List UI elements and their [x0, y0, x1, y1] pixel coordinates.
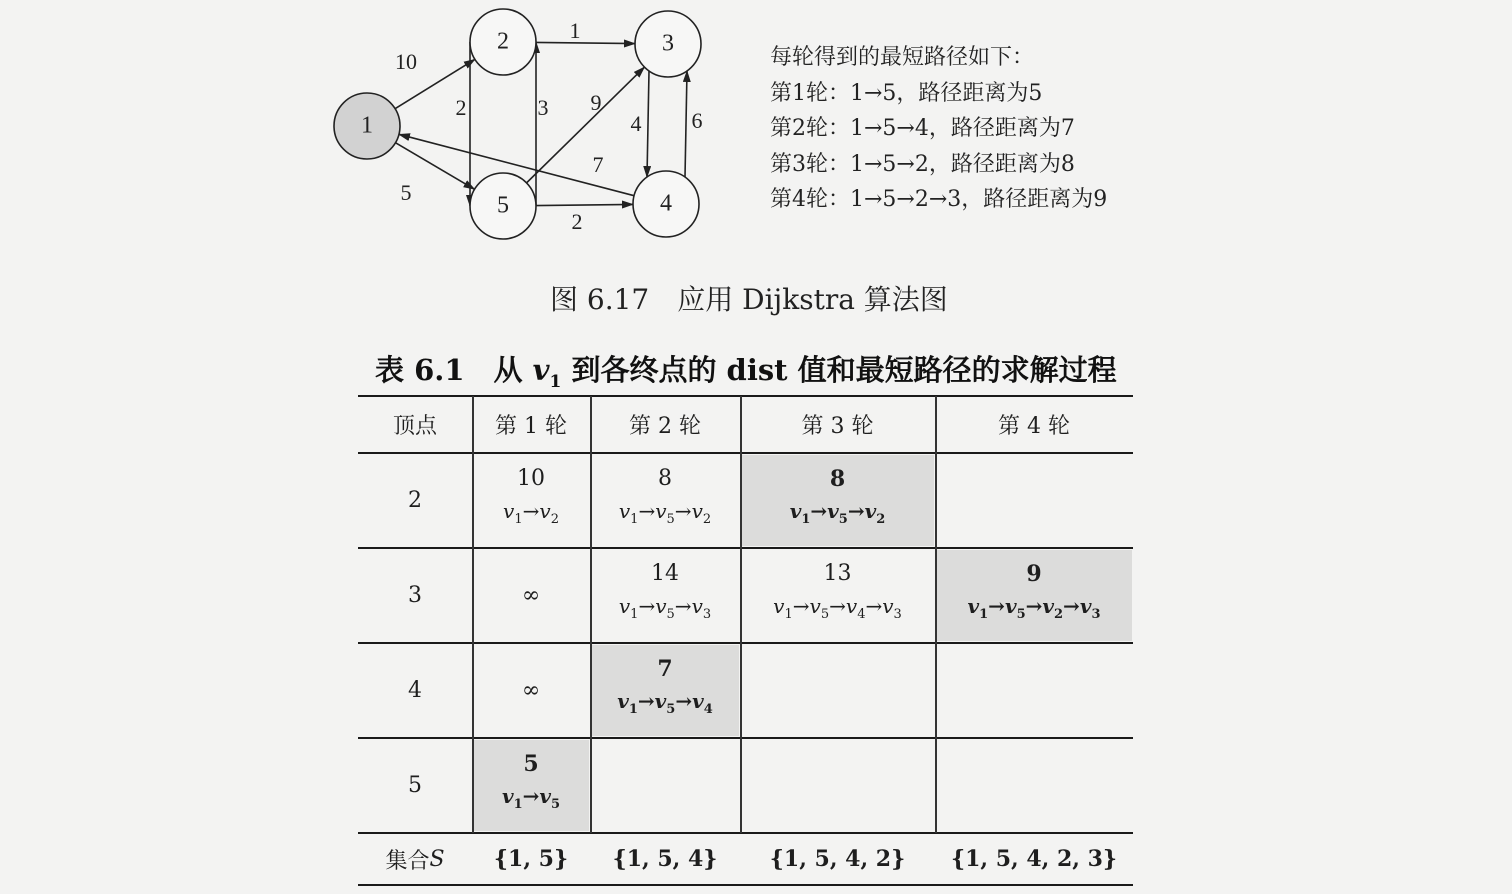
- round-2-text: 第2轮：1→5→4，路径距离为7: [770, 116, 1075, 141]
- dist-cell: [472, 453, 590, 548]
- dist-table: [358, 396, 1133, 885]
- dist-cell: [740, 453, 935, 548]
- path-node-index: 2: [702, 512, 712, 527]
- path-node-index: 1: [784, 607, 793, 622]
- round-3-text: 第3轮：1→5→2，路径距离为8: [770, 151, 1075, 177]
- shortest-path: $v_1\to v_5\to v_2$: [618, 499, 712, 527]
- path-node-index: 1: [801, 512, 811, 527]
- figure-caption: 图 6.17 应用 Dijkstra 算法图: [550, 283, 948, 316]
- node-label-3: 3: [662, 30, 674, 57]
- table-title-sub: 1: [549, 371, 562, 392]
- round-1-text: 第1轮：1→5，路径距离为5: [770, 80, 1043, 106]
- edge-4-3: [685, 71, 687, 177]
- edge-2-3: [536, 42, 635, 43]
- vertex-cell: 4: [408, 678, 422, 703]
- path-node-index: 1: [630, 607, 639, 622]
- path-node-index: 1: [628, 702, 638, 717]
- node-label-4: 4: [660, 190, 672, 217]
- dist-cell: [472, 643, 590, 738]
- set-value-cell: {1, 5, 4, 2, 3}: [950, 846, 1118, 872]
- vertex-cell: 2: [408, 488, 422, 513]
- set-label-text: 集合: [385, 848, 430, 874]
- shortest-path: $v_1\to v_5\to v_4\to v_3$: [773, 594, 902, 622]
- shortest-path: $v_1\to v_5\to v_4$: [617, 689, 713, 717]
- dist-value: 14: [651, 561, 679, 586]
- path-node-index: 5: [551, 797, 561, 812]
- path-node-index: 3: [702, 607, 712, 622]
- path-node-index: 1: [979, 607, 989, 622]
- header-cell: 第 3 轮: [801, 414, 874, 439]
- node-label-1: 1: [361, 112, 373, 139]
- shortest-path: $v_1\to v_5\to v_2$: [789, 499, 886, 527]
- shortest-path: $v_1\to v_5\to v_2\to v_3$: [967, 594, 1101, 622]
- edge-weight-2-5: 2: [455, 95, 467, 121]
- path-node-index: 1: [630, 512, 639, 527]
- round-4-text: 第4轮：1→5→2→3，路径距离为9: [770, 187, 1108, 212]
- set-label-cell: [358, 833, 472, 885]
- dist-value: 13: [823, 561, 852, 586]
- dijkstra-graph: [0, 0, 760, 260]
- path-node-index: 5: [820, 607, 830, 622]
- dist-cell: [935, 548, 1133, 643]
- set-value-cell: {1, 5}: [493, 846, 569, 872]
- vertex-cell: 5: [408, 773, 422, 798]
- dist-cell: [590, 453, 740, 548]
- path-node-index: 1: [514, 512, 523, 527]
- dist-value: 8: [829, 466, 846, 492]
- path-node-index: 3: [893, 607, 902, 622]
- path-node-index: 2: [550, 512, 559, 527]
- shortest-path: $v_1\to v_2$: [503, 499, 559, 527]
- path-node-index: 5: [666, 512, 675, 527]
- table-title-var: v: [532, 353, 550, 387]
- shortest-path: $v_1\to v_5\to v_3$: [618, 594, 712, 622]
- dist-cell: [472, 738, 590, 833]
- edge-3-4: [647, 71, 649, 177]
- edge-weight-5-3: 9: [590, 90, 602, 116]
- rounds-heading: 每轮得到的最短路径如下：: [770, 45, 1035, 70]
- set-value-cell: {1, 5, 4, 2}: [769, 846, 906, 872]
- dist-cell: [590, 548, 740, 643]
- edge-weight-5-2: 3: [537, 95, 549, 121]
- edge-5-3: [527, 67, 645, 183]
- edge-weight-4-3: 6: [691, 108, 703, 134]
- header-cell: 第 2 轮: [629, 414, 701, 439]
- edge-weight-5-4: 2: [571, 209, 583, 235]
- header-cell: 第 4 轮: [998, 414, 1070, 439]
- dist-cell: [590, 643, 740, 738]
- edge-weight-3-4: 4: [630, 111, 642, 137]
- path-node-index: 5: [666, 702, 676, 717]
- shortest-path: $v_1\to v_5$: [501, 784, 561, 812]
- path-node-index: 2: [1054, 607, 1064, 622]
- dist-value: ∞: [521, 582, 541, 608]
- path-node-index: 5: [666, 607, 675, 622]
- edge-weight-2-3: 1: [569, 18, 581, 44]
- path-node-index: 5: [838, 512, 848, 527]
- dist-value: ∞: [521, 677, 541, 703]
- path-node-index: 5: [1016, 607, 1026, 622]
- dist-value: 10: [517, 466, 545, 491]
- set-value-cell: {1, 5, 4}: [612, 846, 718, 872]
- edge-weight-1-5: 5: [400, 180, 412, 206]
- header-cell: 顶点: [392, 414, 437, 439]
- dist-value: 8: [658, 466, 672, 491]
- set-label-var: S: [429, 846, 445, 872]
- path-node-index: 4: [857, 607, 866, 622]
- path-node-index: 1: [513, 797, 523, 812]
- node-label-5: 5: [497, 192, 509, 219]
- header-cell: 第 1 轮: [495, 414, 567, 439]
- path-node-index: 2: [876, 512, 886, 527]
- edge-5-4: [536, 204, 633, 205]
- vertex-cell: 3: [408, 583, 422, 608]
- dist-value: 5: [523, 751, 539, 777]
- node-label-2: 2: [497, 28, 509, 55]
- table-title-suffix: 到各终点的 dist 值和最短路径的求解过程: [561, 353, 1117, 387]
- dist-value: 9: [1026, 561, 1042, 587]
- path-node-index: 4: [703, 702, 713, 717]
- table-title-prefix: 表 6.1 从: [375, 353, 533, 387]
- path-node-index: 3: [1091, 607, 1101, 622]
- table-title: [375, 348, 1117, 392]
- dist-value: 7: [657, 656, 673, 682]
- rounds-list: [770, 40, 1107, 218]
- edge-weight-4-1: 7: [592, 152, 604, 178]
- dist-cell: [472, 548, 590, 643]
- dist-cell: [740, 548, 935, 643]
- edge-weight-1-2: 10: [395, 49, 417, 75]
